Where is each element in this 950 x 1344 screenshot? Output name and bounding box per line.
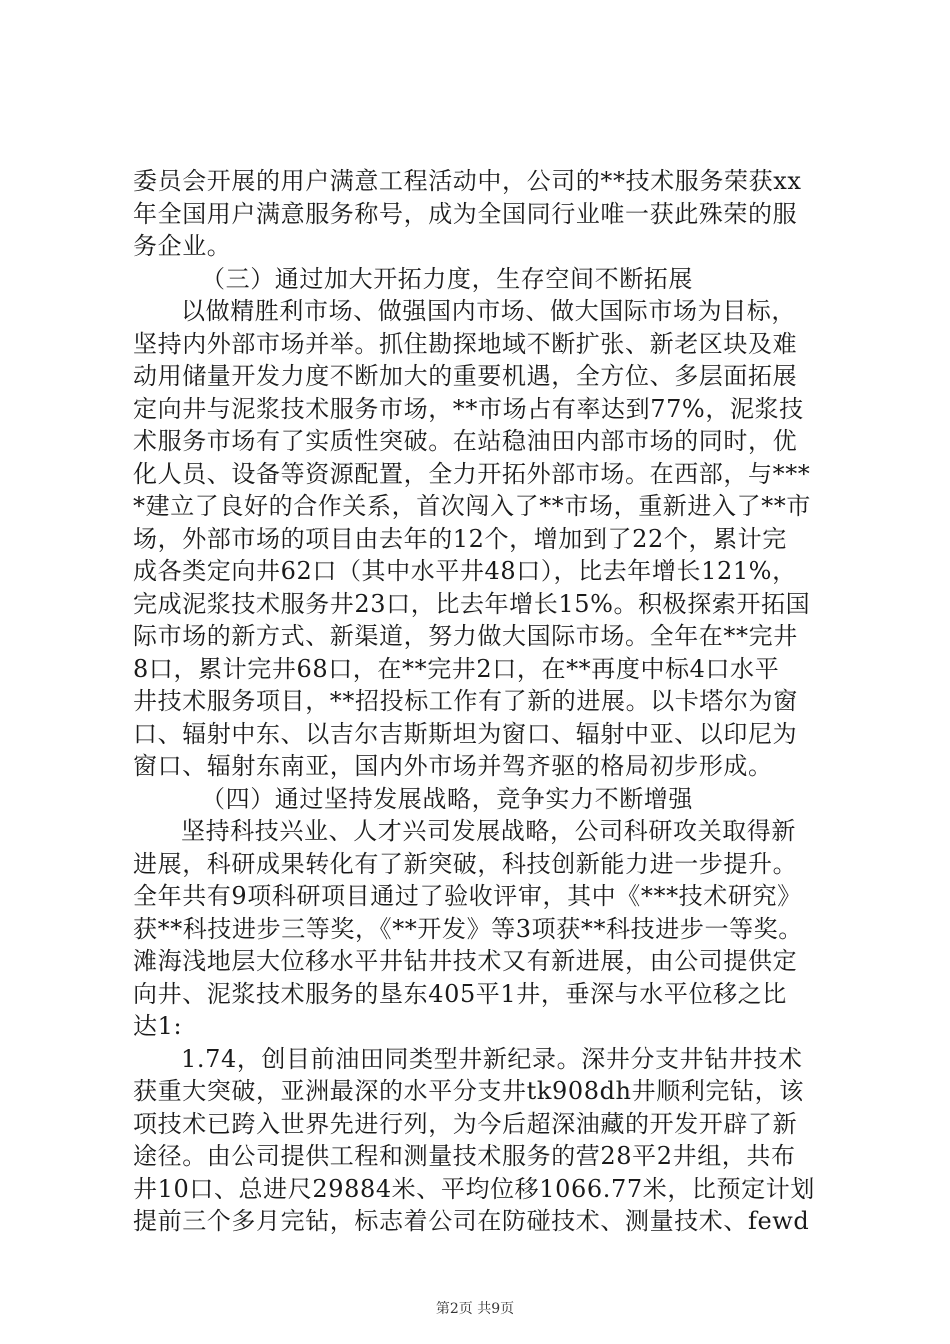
- text-line: 务企业。: [133, 232, 232, 260]
- text-line: 际市场的新方式、新渠道，努力做大国际市场。全年在**完井: [133, 622, 798, 650]
- document-body: [133, 165, 837, 1238]
- text-line: 化人员、设备等资源配置，全力开拓外部市场。在西部，与***: [133, 459, 811, 488]
- text-line: 定向井与泥浆技术服务市场，**市场占有率达到77%，泥浆技: [133, 394, 804, 423]
- text-line: 完成泥浆技术服务井23口，比去年增长15%。积极探索开拓国: [133, 589, 811, 618]
- text-line: 坚持内外部市场并举。抓住勘探地域不断扩张、新老区块及难: [133, 329, 798, 358]
- page-number-footer: 第2页 共9页: [435, 1301, 515, 1317]
- text-line: 成各类定向井62口（其中水平井48口），比去年增长121%，: [133, 557, 797, 585]
- text-line: 井技术服务项目，**招投标工作有了新的进展。以卡塔尔为窗: [133, 687, 798, 715]
- text-line: 全年共有9项科研项目通过了验收评审，其中《***技术研究》: [133, 882, 802, 910]
- text-line: 术服务市场有了实质性突破。在站稳油田内部市场的同时，优: [133, 427, 798, 455]
- text-line: 井10口、总进尺29884米、平均位移1066.77米，比预定计划: [133, 1174, 815, 1203]
- text-line: 委员会开展的用户满意工程活动中，公司的**技术服务荣获xx: [133, 167, 802, 195]
- text-line: 向井、泥浆技术服务的垦东405平1井，垂深与水平位移之比: [133, 979, 787, 1008]
- text-line: 获重大突破，亚洲最深的水平分支井tk908dh井顺利完钻，该: [133, 1077, 804, 1105]
- text-line: 口、辐射中东、以吉尔吉斯斯坦为窗口、辐射中亚、以印尼为: [133, 719, 798, 748]
- text-line: 项技术已跨入世界先进行列，为今后超深油藏的开发开辟了新: [133, 1109, 798, 1138]
- text-line: 进展，科研成果转化有了新突破，科技创新能力进一步提升。: [133, 849, 798, 878]
- section-heading: （三）通过加大开拓力度，生存空间不断拓展: [201, 264, 693, 293]
- text-line: 提前三个多月完钻，标志着公司在防碰技术、测量技术、fewd: [133, 1207, 810, 1235]
- text-line: 1.74，创目前油田同类型井新纪录。深井分支井钻井技术: [181, 1044, 803, 1073]
- text-line: 滩海浅地层大位移水平井钻井技术又有新进展，由公司提供定: [133, 947, 798, 975]
- text-line: 窗口、辐射东南亚，国内外市场并驾齐驱的格局初步形成。: [133, 752, 773, 780]
- text-line: 以做精胜利市场、做强国内市场、做大国际市场为目标，: [181, 297, 796, 325]
- text-line: 场，外部市场的项目由去年的12个，增加到了22个，累计完: [133, 524, 787, 553]
- text-line: 获**科技进步三等奖，《**开发》等3项获**科技进步一等奖。: [133, 914, 803, 943]
- text-line: 动用储量开发力度不断加大的重要机遇，全方位、多层面拓展: [133, 362, 798, 390]
- text-line: 达1:: [133, 1012, 183, 1040]
- text-line: 年全国用户满意服务称号，成为全国同行业唯一获此殊荣的服: [133, 199, 798, 228]
- text-line: 8口，累计完井68口，在**完井2口，在**再度中标4口水平: [133, 654, 780, 683]
- text-line: *建立了良好的合作关系，首次闯入了**市场，重新进入了**市: [133, 492, 811, 520]
- text-line: 途径。由公司提供工程和测量技术服务的营28平2井组，共布: [133, 1142, 796, 1170]
- section-heading: （四）通过坚持发展战略，竞争实力不断增强: [201, 784, 693, 813]
- text-line: 坚持科技兴业、人才兴司发展战略，公司科研攻关取得新: [181, 817, 796, 845]
